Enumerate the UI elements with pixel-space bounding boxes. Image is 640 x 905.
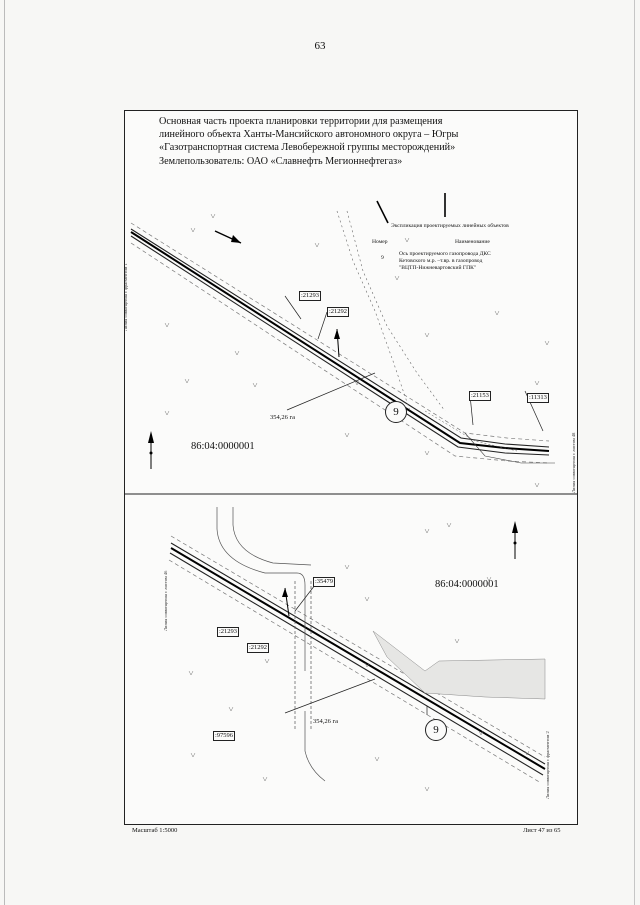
top-leaders [285,296,543,431]
top-parcel-21153: :21153 [471,392,489,399]
legend-row-number: 9 [381,255,384,261]
bottom-side-label-left: Линия совмещения с листом 46 [163,570,168,631]
legend-title: Экспликация проектируемых линейных объектов [391,223,509,229]
sheet-number: Лист 47 из 65 [523,827,561,834]
bottom-leaders [285,585,427,715]
bottom-north-arrow [512,521,518,559]
bottom-parcel-97596: :97596 [215,732,234,739]
top-pointer-marks [215,193,445,357]
bottom-route-number: 9 [425,719,447,741]
top-parcel-11313: :11313 [529,394,547,401]
top-north-arrow [148,431,154,469]
title-line-3: «Газотранспортная система Левобережной группы месторождений» [159,142,456,154]
legend-row-name-line-3: "ВЦТП-Нижневартовский ГПК" [399,265,477,271]
title-line-1: Основная часть проекта планировки территории для размещения [159,116,443,127]
route-map [125,111,577,824]
top-side-label-right: Линия совмещения с листом 48 [571,432,576,493]
top-dashed-tracks [337,211,445,411]
bottom-cadastral-quarter: 86:04:0000001 [435,579,499,590]
title-line-4: Землепользователь: ОАО «Славнефть Мегионнефтегаз» [159,155,403,167]
map-title [159,115,458,168]
bottom-pointer-marks [282,588,289,616]
legend-column-name: Наименование [455,239,490,245]
bottom-side-label-right: Линия совмещения с фрагментом 2 [545,731,550,799]
top-parcel-21292: :21292 [329,308,348,315]
title-line-2: линейного объекта Ханты-Мансийского автономного округа – Югры [159,129,459,141]
page-number: 63 [314,40,326,52]
legend-row-name-line-1: Ось проектируемого газопровода ДКС [399,251,491,257]
top-area-label: 354,26 га [270,414,296,421]
top-route-number: 9 [385,401,407,423]
top-parcel-21293: :21293 [301,292,320,299]
scan-edge-right [634,0,635,905]
bottom-parcel-21293: :21293 [219,628,238,635]
map-sheet [123,110,578,834]
map-scale: Масштаб 1:5000 [132,827,178,834]
top-side-label-left: Линия совмещения с фрагментом 1 [123,263,128,331]
top-cadastral-quarter: 86:04:0000001 [191,441,255,452]
bottom-corridor [169,536,545,783]
bottom-parcel-21292: :21292 [249,644,268,651]
bottom-parcel-35479: :35479 [315,578,334,585]
legend-row-name [399,251,539,272]
legend-column-number: Номер [372,239,388,245]
scan-edge-left [4,0,5,905]
bottom-area-label: 354,26 га [313,718,339,725]
legend-row-name-line-2: Кетовского м.р. –т.вр. в газопровод [399,258,483,264]
